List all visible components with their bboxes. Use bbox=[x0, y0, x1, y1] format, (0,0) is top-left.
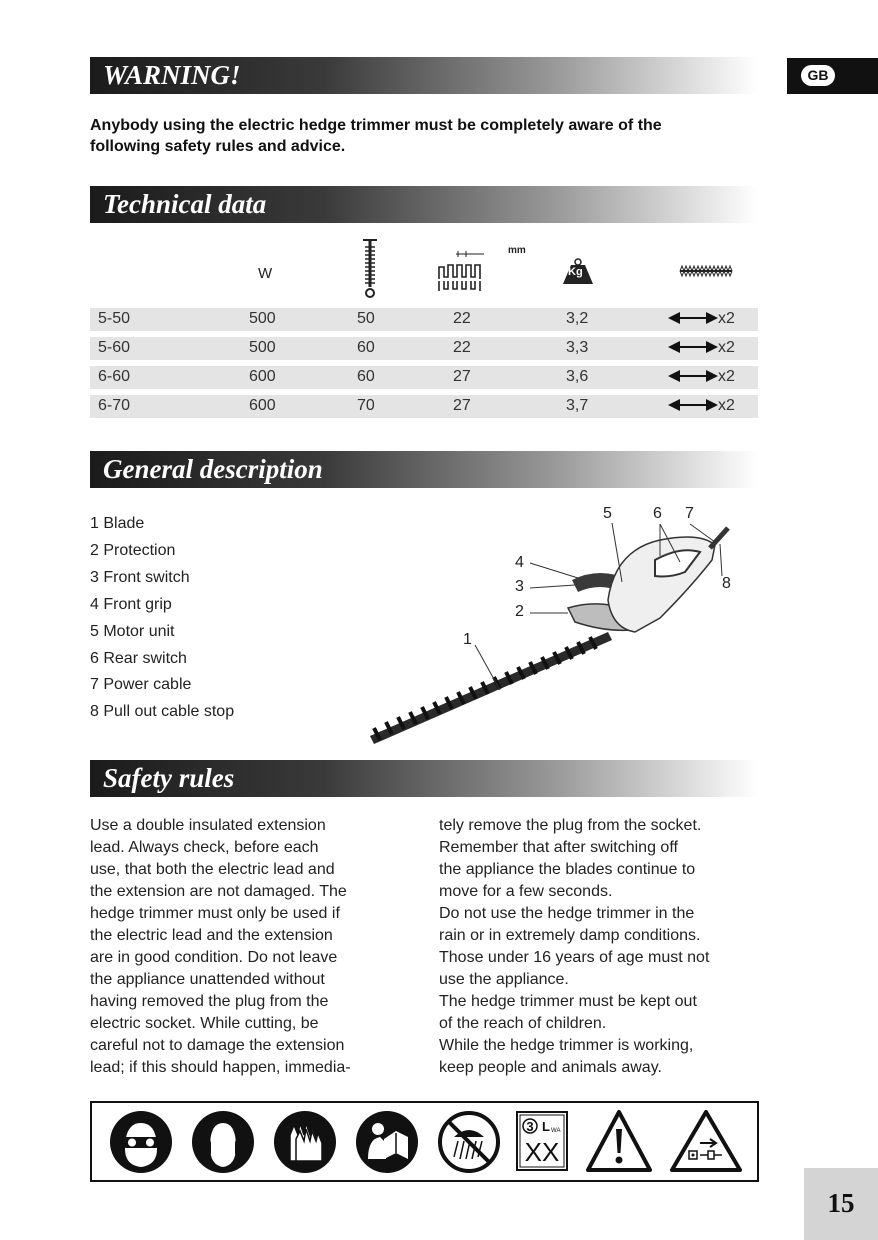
technical-data-title: Technical data bbox=[103, 189, 267, 219]
blades-count: x2 bbox=[718, 397, 735, 414]
gap-cell: 27 bbox=[453, 368, 471, 385]
text-line: rain or in extremely damp conditions. bbox=[439, 927, 701, 944]
model-cell: 5-60 bbox=[98, 339, 131, 356]
list-item: 1 Blade bbox=[90, 515, 145, 532]
length-cell: 70 bbox=[357, 397, 375, 414]
blades-cell bbox=[668, 397, 735, 415]
list-item: 4 Front grip bbox=[90, 595, 172, 613]
warning-header bbox=[90, 57, 758, 94]
gloves-icon bbox=[272, 1109, 338, 1175]
double-arrow-icon bbox=[668, 398, 718, 412]
gap-cell: 27 bbox=[453, 397, 471, 414]
callout-3: 3 bbox=[515, 578, 524, 595]
safety-rules-header bbox=[90, 760, 758, 797]
hedge-trimmer-diagram bbox=[360, 500, 760, 750]
power-cable-drawing bbox=[710, 528, 728, 548]
language-badge: GB bbox=[801, 65, 835, 86]
list-item: 8 Pull out cable stop bbox=[90, 703, 235, 721]
callout-5: 5 bbox=[603, 505, 612, 522]
general-description-title: General description bbox=[103, 454, 323, 484]
read-manual-icon bbox=[354, 1109, 420, 1175]
intro-line: following safety rules and advice. bbox=[90, 138, 346, 155]
noise-value: XX bbox=[524, 1137, 560, 1167]
gap-cell: 22 bbox=[453, 310, 471, 327]
blades-count: x2 bbox=[718, 310, 735, 327]
text-line: While the hedge trimmer is working, bbox=[439, 1037, 694, 1054]
warning-title: WARNING! bbox=[103, 60, 241, 90]
language-tab bbox=[787, 58, 878, 94]
blades-cell bbox=[668, 368, 735, 386]
text-line: Do not use the hedge trimmer in the bbox=[439, 905, 695, 922]
blades-count: x2 bbox=[718, 339, 735, 356]
safety-text-left bbox=[90, 815, 351, 1079]
text-line: of the reach of children. bbox=[439, 1015, 607, 1032]
list-item: 5 Motor unit bbox=[90, 622, 175, 640]
table-row bbox=[90, 337, 758, 360]
unplug-icon bbox=[670, 1109, 742, 1173]
no-rain-icon bbox=[436, 1109, 502, 1175]
tech-table-header bbox=[90, 235, 758, 305]
weight-unit: Kg bbox=[568, 266, 583, 278]
text-line: the extension are not damaged. The bbox=[90, 883, 347, 900]
double-arrow-icon bbox=[668, 311, 718, 325]
text-line: use, that both the electric lead and bbox=[90, 861, 335, 878]
length-cell: 60 bbox=[357, 339, 375, 356]
warning-icon bbox=[586, 1109, 652, 1173]
noise-label: L bbox=[542, 1119, 550, 1134]
blades-count: x2 bbox=[718, 368, 735, 385]
blade-drawing bbox=[370, 632, 612, 744]
table-row bbox=[90, 366, 758, 389]
page-number: 15 bbox=[827, 1188, 855, 1218]
blade-gap-icon bbox=[436, 247, 490, 298]
text-line: keep people and animals away. bbox=[439, 1059, 662, 1076]
safety-icons-box bbox=[90, 1101, 759, 1182]
power-cell: 500 bbox=[249, 310, 276, 327]
list-item: 3 Front switch bbox=[90, 568, 190, 586]
page-number-tab bbox=[804, 1168, 878, 1240]
list-item: 2 Protection bbox=[90, 541, 176, 559]
callout-1: 1 bbox=[463, 631, 472, 648]
power-cell: 500 bbox=[249, 339, 276, 356]
ear-protection-icon bbox=[190, 1109, 256, 1175]
weight-cell: 3,6 bbox=[566, 368, 589, 385]
text-line: hedge trimmer must only be used if bbox=[90, 905, 340, 922]
text-line: Remember that after switching off bbox=[439, 839, 678, 856]
model-cell: 6-60 bbox=[98, 368, 131, 385]
text-line: are in good condition. Do not leave bbox=[90, 949, 338, 966]
noise-sub: WA bbox=[551, 1128, 561, 1134]
text-line: tely remove the plug from the socket. bbox=[439, 817, 702, 834]
table-row bbox=[90, 308, 758, 331]
text-line: the appliance the blades continue to bbox=[439, 861, 696, 878]
model-cell: 5-50 bbox=[98, 310, 131, 327]
parts-list bbox=[90, 511, 234, 726]
callout-8: 8 bbox=[722, 575, 731, 592]
blades-cell bbox=[668, 310, 735, 328]
length-cell: 60 bbox=[357, 368, 375, 385]
safety-text-right bbox=[439, 815, 709, 1079]
double-arrow-icon bbox=[668, 369, 718, 383]
blade-length-icon bbox=[360, 237, 380, 304]
gap-cell: 22 bbox=[453, 339, 471, 356]
callout-7: 7 bbox=[685, 505, 694, 522]
power-unit: W bbox=[258, 265, 273, 282]
list-item: 7 Power cable bbox=[90, 676, 192, 694]
general-description-header bbox=[90, 451, 758, 488]
length-cell: 50 bbox=[357, 310, 375, 327]
text-line: having removed the plug from the bbox=[90, 993, 329, 1010]
safety-rules-title: Safety rules bbox=[103, 763, 235, 793]
noise-number: 3 bbox=[526, 1119, 534, 1134]
power-cell: 600 bbox=[249, 397, 276, 414]
double-arrow-icon bbox=[668, 340, 718, 354]
text-line: lead. Always check, before each bbox=[90, 839, 319, 856]
table-row bbox=[90, 395, 758, 418]
text-line: The hedge trimmer must be kept out bbox=[439, 993, 697, 1010]
text-line: the electric lead and the extension bbox=[90, 927, 333, 944]
callout-2: 2 bbox=[515, 603, 524, 620]
double-blade-icon bbox=[678, 263, 734, 284]
list-item: 6 Rear switch bbox=[90, 649, 187, 667]
blade-gap-unit: mm bbox=[508, 245, 526, 256]
goggles-icon bbox=[108, 1109, 174, 1175]
weight-cell: 3,7 bbox=[566, 397, 589, 414]
intro-line: Anybody using the electric hedge trimmer must be completely aware of the bbox=[90, 117, 662, 134]
text-line: Those under 16 years of age must not bbox=[439, 949, 710, 966]
weight-cell: 3,3 bbox=[566, 339, 589, 356]
text-line: the appliance unattended without bbox=[90, 971, 325, 988]
noise-level-icon bbox=[516, 1111, 568, 1171]
text-line: use the appliance. bbox=[439, 971, 569, 988]
text-line: careful not to damage the extension bbox=[90, 1037, 345, 1054]
model-cell: 6-70 bbox=[98, 397, 131, 414]
technical-data-header bbox=[90, 186, 758, 223]
text-line: Use a double insulated extension bbox=[90, 817, 326, 834]
callout-6: 6 bbox=[653, 505, 662, 522]
blades-cell bbox=[668, 339, 735, 357]
text-line: electric socket. While cutting, be bbox=[90, 1015, 319, 1032]
weight-cell: 3,2 bbox=[566, 310, 589, 327]
text-line: lead; if this should happen, immedia- bbox=[90, 1059, 351, 1076]
text-line: move for a few seconds. bbox=[439, 883, 613, 900]
callout-4: 4 bbox=[515, 554, 524, 571]
intro-text bbox=[90, 115, 770, 157]
power-cell: 600 bbox=[249, 368, 276, 385]
